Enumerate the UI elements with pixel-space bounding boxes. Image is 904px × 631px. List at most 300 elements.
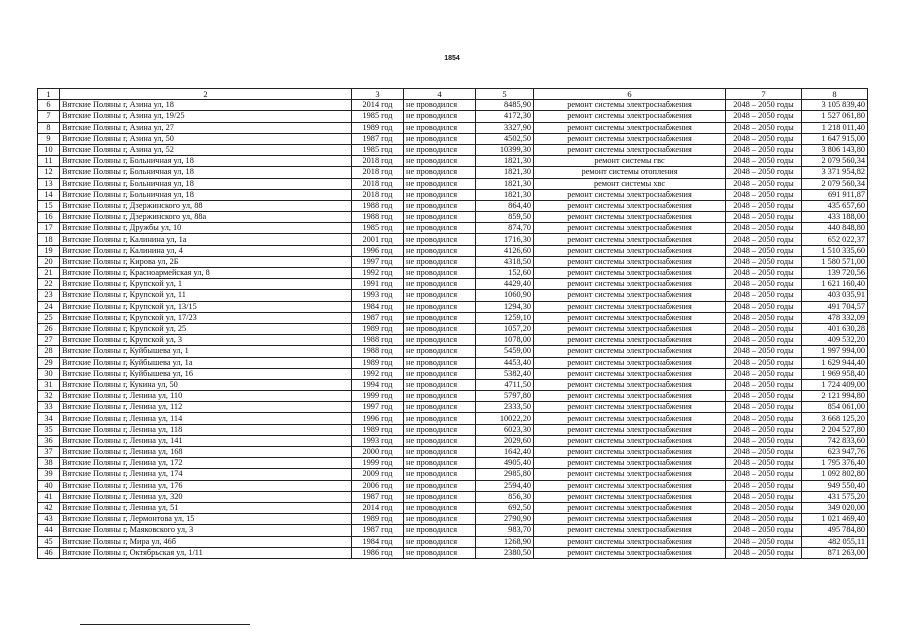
cell-area: 10399,30 — [476, 144, 534, 155]
cell-work-type: ремонт системы хвс — [534, 178, 726, 189]
cell-row-number: 15 — [38, 200, 60, 211]
cell-area: 1821,30 — [476, 167, 534, 178]
table-row — [38, 178, 868, 189]
cell-work-type: ремонт системы электроснабжения — [534, 469, 726, 480]
cell-build-year: 1987 год — [352, 312, 404, 323]
cell-area: 4172,30 — [476, 111, 534, 122]
cell-build-year: 1993 год — [352, 435, 404, 446]
cell-row-number: 30 — [38, 368, 60, 379]
table-row — [38, 200, 868, 211]
cell-area: 6023,30 — [476, 424, 534, 435]
cell-area: 10022,20 — [476, 413, 534, 424]
cell-last-repair: не проводился — [404, 458, 476, 469]
cell-cost: 431 575,20 — [802, 491, 868, 502]
cell-area: 4711,50 — [476, 379, 534, 390]
cell-cost: 403 035,91 — [802, 290, 868, 301]
cell-work-type: ремонт системы электроснабжения — [534, 357, 726, 368]
cell-cost: 482 055,11 — [802, 536, 868, 547]
cell-last-repair: не проводился — [404, 268, 476, 279]
cell-build-year: 1992 год — [352, 368, 404, 379]
table-row — [38, 346, 868, 357]
cell-period: 2048 – 2050 годы — [726, 290, 802, 301]
table-row — [38, 290, 868, 301]
cell-address: Вятские Поляны г, Маяковского ул, 3 — [60, 525, 352, 536]
cell-cost: 949 550,40 — [802, 480, 868, 491]
table-row — [38, 301, 868, 312]
cell-work-type: ремонт системы электроснабжения — [534, 480, 726, 491]
cell-cost: 2 079 560,34 — [802, 178, 868, 189]
cell-row-number: 8 — [38, 122, 60, 133]
cell-work-type: ремонт системы электроснабжения — [534, 268, 726, 279]
cell-work-type: ремонт системы электроснабжения — [534, 279, 726, 290]
table-row — [38, 223, 868, 234]
cell-period: 2048 – 2050 годы — [726, 368, 802, 379]
cell-row-number: 34 — [38, 413, 60, 424]
cell-build-year: 1988 год — [352, 200, 404, 211]
cell-last-repair: не проводился — [404, 290, 476, 301]
cell-build-year: 1988 год — [352, 335, 404, 346]
table-row — [38, 312, 868, 323]
table-row — [38, 502, 868, 513]
cell-last-repair: не проводился — [404, 525, 476, 536]
cell-address: Вятские Поляны г, Дружбы ул, 10 — [60, 223, 352, 234]
cell-address: Вятские Поляны г, Красноармейская ул, 8 — [60, 268, 352, 279]
cell-work-type: ремонт системы электроснабжения — [534, 133, 726, 144]
cell-cost: 1 621 160,40 — [802, 279, 868, 290]
cell-row-number: 10 — [38, 144, 60, 155]
cell-area: 5459,00 — [476, 346, 534, 357]
cell-address: Вятские Поляны г, Больничная ул, 18 — [60, 167, 352, 178]
cell-work-type: ремонт системы электроснабжения — [534, 536, 726, 547]
cell-last-repair: не проводился — [404, 469, 476, 480]
cell-address: Вятские Поляны г, Ленина ул, 320 — [60, 491, 352, 502]
cell-last-repair: не проводился — [404, 536, 476, 547]
table-row — [38, 111, 868, 122]
cell-last-repair: не проводился — [404, 279, 476, 290]
cell-address: Вятские Поляны г, Азина ул, 50 — [60, 133, 352, 144]
cell-period: 2048 – 2050 годы — [726, 379, 802, 390]
cell-period: 2048 – 2050 годы — [726, 547, 802, 558]
cell-address: Вятские Поляны г, Азина ул, 18 — [60, 100, 352, 111]
cell-row-number: 43 — [38, 514, 60, 525]
cell-build-year: 2018 год — [352, 178, 404, 189]
cell-build-year: 2009 год — [352, 469, 404, 480]
cell-period: 2048 – 2050 годы — [726, 212, 802, 223]
cell-period: 2048 – 2050 годы — [726, 525, 802, 536]
cell-address: Вятские Поляны г, Крупской ул, 13/15 — [60, 301, 352, 312]
cell-area: 2790,90 — [476, 514, 534, 525]
cell-build-year: 1984 год — [352, 301, 404, 312]
cell-address: Вятские Поляны г, Мира ул, 46б — [60, 536, 352, 547]
table-row — [38, 424, 868, 435]
cell-build-year: 1996 год — [352, 245, 404, 256]
cell-period: 2048 – 2050 годы — [726, 391, 802, 402]
cell-area: 2985,80 — [476, 469, 534, 480]
cell-last-repair: не проводился — [404, 323, 476, 334]
table-row — [38, 413, 868, 424]
cell-address: Вятские Поляны г, Ленина ул, 110 — [60, 391, 352, 402]
cell-period: 2048 – 2050 годы — [726, 234, 802, 245]
cell-period: 2048 – 2050 годы — [726, 223, 802, 234]
cell-row-number: 28 — [38, 346, 60, 357]
cell-row-number: 16 — [38, 212, 60, 223]
cell-cost: 1 969 958,40 — [802, 368, 868, 379]
cell-last-repair: не проводился — [404, 424, 476, 435]
cell-address: Вятские Поляны г, Крупской ул, 11 — [60, 290, 352, 301]
cell-area: 983,70 — [476, 525, 534, 536]
cell-build-year: 1987 год — [352, 491, 404, 502]
cell-address: Вятские Поляны г, Кукина ул, 50 — [60, 379, 352, 390]
cell-area: 1078,00 — [476, 335, 534, 346]
cell-last-repair: не проводился — [404, 312, 476, 323]
cell-build-year: 1987 год — [352, 133, 404, 144]
table-row — [38, 514, 868, 525]
cell-row-number: 33 — [38, 402, 60, 413]
cell-area: 1294,30 — [476, 301, 534, 312]
cell-address: Вятские Поляны г, Октябрьская ул, 1/11 — [60, 547, 352, 558]
table-row — [38, 402, 868, 413]
cell-last-repair: не проводился — [404, 189, 476, 200]
table-row — [38, 100, 868, 111]
cell-address: Вятские Поляны г, Больничная ул, 18 — [60, 178, 352, 189]
table-row — [38, 256, 868, 267]
cell-row-number: 22 — [38, 279, 60, 290]
cell-build-year: 1994 год — [352, 379, 404, 390]
cell-period: 2048 – 2050 годы — [726, 458, 802, 469]
cell-area: 692,50 — [476, 502, 534, 513]
cell-address: Вятские Поляны г, Дзержинского ул, 88 — [60, 200, 352, 211]
cell-row-number: 6 — [38, 100, 60, 111]
cell-row-number: 31 — [38, 379, 60, 390]
cell-address: Вятские Поляны г, Кирова ул, 2Б — [60, 256, 352, 267]
column-header: 2 — [60, 89, 352, 100]
cell-last-repair: не проводился — [404, 212, 476, 223]
cell-work-type: ремонт системы электроснабжения — [534, 424, 726, 435]
cell-last-repair: не проводился — [404, 100, 476, 111]
cell-last-repair: не проводился — [404, 144, 476, 155]
cell-address: Вятские Поляны г, Крупской ул, 3 — [60, 335, 352, 346]
cell-area: 4453,40 — [476, 357, 534, 368]
cell-work-type: ремонт системы электроснабжения — [534, 502, 726, 513]
cell-last-repair: не проводился — [404, 335, 476, 346]
cell-area: 859,50 — [476, 212, 534, 223]
cell-last-repair: не проводился — [404, 178, 476, 189]
cell-area: 4502,50 — [476, 133, 534, 144]
cell-area: 2333,50 — [476, 402, 534, 413]
cell-cost: 491 704,57 — [802, 301, 868, 312]
cell-work-type: ремонт системы электроснабжения — [534, 402, 726, 413]
cell-build-year: 1989 год — [352, 122, 404, 133]
cell-work-type: ремонт системы электроснабжения — [534, 122, 726, 133]
table-row — [38, 279, 868, 290]
cell-period: 2048 – 2050 годы — [726, 480, 802, 491]
cell-work-type: ремонт системы электроснабжения — [534, 413, 726, 424]
cell-row-number: 23 — [38, 290, 60, 301]
cell-last-repair: не проводился — [404, 122, 476, 133]
cell-cost: 440 848,80 — [802, 223, 868, 234]
cell-address: Вятские Поляны г, Ленина ул, 51 — [60, 502, 352, 513]
cell-build-year: 2001 год — [352, 234, 404, 245]
cell-cost: 742 833,60 — [802, 435, 868, 446]
cell-build-year: 1989 год — [352, 357, 404, 368]
housing-repair-table — [37, 88, 868, 559]
cell-period: 2048 – 2050 годы — [726, 133, 802, 144]
cell-area: 8485,90 — [476, 100, 534, 111]
cell-cost: 1 218 011,40 — [802, 122, 868, 133]
cell-address: Вятские Поляны г, Больничная ул, 18 — [60, 189, 352, 200]
cell-work-type: ремонт системы электроснабжения — [534, 335, 726, 346]
table-row — [38, 268, 868, 279]
cell-period: 2048 – 2050 годы — [726, 100, 802, 111]
table-row — [38, 357, 868, 368]
cell-row-number: 42 — [38, 502, 60, 513]
cell-build-year: 2006 год — [352, 480, 404, 491]
cell-area: 874,70 — [476, 223, 534, 234]
cell-build-year: 1988 год — [352, 346, 404, 357]
cell-cost: 691 911,87 — [802, 189, 868, 200]
cell-address: Вятские Поляны г, Куйбышева ул, 1 — [60, 346, 352, 357]
cell-address: Вятские Поляны г, Дзержинского ул, 88а — [60, 212, 352, 223]
cell-cost: 495 784,80 — [802, 525, 868, 536]
cell-area: 1642,40 — [476, 447, 534, 458]
cell-build-year: 1989 год — [352, 514, 404, 525]
cell-row-number: 20 — [38, 256, 60, 267]
table-row — [38, 234, 868, 245]
cell-work-type: ремонт системы электроснабжения — [534, 301, 726, 312]
cell-cost: 409 532,20 — [802, 335, 868, 346]
cell-address: Вятские Поляны г, Крупской ул, 17/23 — [60, 312, 352, 323]
cell-last-repair: не проводился — [404, 447, 476, 458]
cell-work-type: ремонт системы электроснабжения — [534, 312, 726, 323]
cell-row-number: 19 — [38, 245, 60, 256]
cell-last-repair: не проводился — [404, 223, 476, 234]
cell-last-repair: не проводился — [404, 413, 476, 424]
cell-area: 2029,60 — [476, 435, 534, 446]
table-row — [38, 458, 868, 469]
cell-period: 2048 – 2050 годы — [726, 144, 802, 155]
table-row — [38, 189, 868, 200]
table-row — [38, 323, 868, 334]
cell-last-repair: не проводился — [404, 167, 476, 178]
cell-work-type: ремонт системы электроснабжения — [534, 200, 726, 211]
cell-cost: 1 580 571,00 — [802, 256, 868, 267]
table-row — [38, 144, 868, 155]
table-row — [38, 447, 868, 458]
cell-build-year: 2000 год — [352, 447, 404, 458]
cell-area: 1821,30 — [476, 189, 534, 200]
cell-cost: 652 022,37 — [802, 234, 868, 245]
table-row — [38, 491, 868, 502]
table-row — [38, 536, 868, 547]
cell-last-repair: не проводился — [404, 245, 476, 256]
cell-last-repair: не проводился — [404, 480, 476, 491]
cell-cost: 1 629 944,40 — [802, 357, 868, 368]
cell-build-year: 1987 год — [352, 525, 404, 536]
cell-work-type: ремонт системы электроснабжения — [534, 514, 726, 525]
table-row — [38, 525, 868, 536]
cell-last-repair: не проводился — [404, 234, 476, 245]
cell-period: 2048 – 2050 годы — [726, 335, 802, 346]
cell-last-repair: не проводился — [404, 346, 476, 357]
cell-work-type: ремонт системы электроснабжения — [534, 379, 726, 390]
cell-row-number: 9 — [38, 133, 60, 144]
table-row — [38, 167, 868, 178]
cell-work-type: ремонт системы электроснабжения — [534, 100, 726, 111]
cell-area: 5797,80 — [476, 391, 534, 402]
cell-area: 1057,20 — [476, 323, 534, 334]
cell-address: Вятские Поляны г, Крупской ул, 1 — [60, 279, 352, 290]
cell-address: Вятские Поляны г, Азина ул, 52 — [60, 144, 352, 155]
table-row — [38, 480, 868, 491]
cell-row-number: 44 — [38, 525, 60, 536]
cell-work-type: ремонт системы электроснабжения — [534, 435, 726, 446]
cell-area: 1716,30 — [476, 234, 534, 245]
cell-work-type: ремонт системы электроснабжения — [534, 111, 726, 122]
cell-cost: 2 079 560,34 — [802, 156, 868, 167]
cell-row-number: 13 — [38, 178, 60, 189]
cell-cost: 1 724 409,00 — [802, 379, 868, 390]
cell-row-number: 21 — [38, 268, 60, 279]
table-row — [38, 379, 868, 390]
cell-cost: 401 630,28 — [802, 323, 868, 334]
cell-row-number: 11 — [38, 156, 60, 167]
cell-row-number: 12 — [38, 167, 60, 178]
cell-last-repair: не проводился — [404, 379, 476, 390]
cell-cost: 3 668 125,20 — [802, 413, 868, 424]
cell-address: Вятские Поляны г, Калинина ул, 1а — [60, 234, 352, 245]
cell-address: Вятские Поляны г, Азина ул, 19/25 — [60, 111, 352, 122]
cell-area: 1060,90 — [476, 290, 534, 301]
cell-build-year: 1999 год — [352, 458, 404, 469]
cell-build-year: 1991 год — [352, 279, 404, 290]
cell-row-number: 40 — [38, 480, 60, 491]
cell-cost: 1 647 915,00 — [802, 133, 868, 144]
cell-last-repair: не проводился — [404, 435, 476, 446]
cell-work-type: ремонт системы электроснабжения — [534, 547, 726, 558]
table-row — [38, 133, 868, 144]
cell-build-year: 2018 год — [352, 156, 404, 167]
table-row — [38, 547, 868, 558]
cell-cost: 623 947,76 — [802, 447, 868, 458]
cell-cost: 1 510 335,60 — [802, 245, 868, 256]
cell-address: Вятские Поляны г, Куйбышева ул, 16 — [60, 368, 352, 379]
cell-cost: 478 332,09 — [802, 312, 868, 323]
cell-row-number: 17 — [38, 223, 60, 234]
cell-last-repair: не проводился — [404, 491, 476, 502]
cell-period: 2048 – 2050 годы — [726, 200, 802, 211]
cell-last-repair: не проводился — [404, 357, 476, 368]
cell-cost: 854 061,00 — [802, 402, 868, 413]
cell-period: 2048 – 2050 годы — [726, 268, 802, 279]
cell-cost: 871 263,00 — [802, 547, 868, 558]
cell-last-repair: не проводился — [404, 391, 476, 402]
cell-row-number: 29 — [38, 357, 60, 368]
cell-area: 152,60 — [476, 268, 534, 279]
cell-build-year: 1989 год — [352, 323, 404, 334]
cell-row-number: 14 — [38, 189, 60, 200]
cell-work-type: ремонт системы электроснабжения — [534, 223, 726, 234]
cell-last-repair: не проводился — [404, 301, 476, 312]
cell-work-type: ремонт системы электроснабжения — [534, 256, 726, 267]
cell-work-type: ремонт системы электроснабжения — [534, 391, 726, 402]
cell-row-number: 41 — [38, 491, 60, 502]
cell-period: 2048 – 2050 годы — [726, 111, 802, 122]
cell-row-number: 37 — [38, 447, 60, 458]
cell-cost: 3 371 954,82 — [802, 167, 868, 178]
cell-address: Вятские Поляны г, Больничная ул, 18 — [60, 156, 352, 167]
cell-row-number: 18 — [38, 234, 60, 245]
cell-cost: 2 121 994,80 — [802, 391, 868, 402]
cell-period: 2048 – 2050 годы — [726, 301, 802, 312]
cell-row-number: 35 — [38, 424, 60, 435]
table-row — [38, 368, 868, 379]
cell-last-repair: не проводился — [404, 502, 476, 513]
cell-address: Вятские Поляны г, Ленина ул, 141 — [60, 435, 352, 446]
cell-period: 2048 – 2050 годы — [726, 413, 802, 424]
cell-work-type: ремонт системы электроснабжения — [534, 212, 726, 223]
cell-period: 2048 – 2050 годы — [726, 312, 802, 323]
cell-period: 2048 – 2050 годы — [726, 122, 802, 133]
cell-work-type: ремонт системы электроснабжения — [534, 368, 726, 379]
cell-area: 1268,90 — [476, 536, 534, 547]
cell-work-type: ремонт системы электроснабжения — [534, 491, 726, 502]
cell-row-number: 46 — [38, 547, 60, 558]
cell-build-year: 2018 год — [352, 189, 404, 200]
table-row — [38, 435, 868, 446]
cell-address: Вятские Поляны г, Ленина ул, 114 — [60, 413, 352, 424]
cell-row-number: 38 — [38, 458, 60, 469]
cell-last-repair: не проводился — [404, 368, 476, 379]
cell-work-type: ремонт системы электроснабжения — [534, 189, 726, 200]
cell-last-repair: не проводился — [404, 156, 476, 167]
cell-address: Вятские Поляны г, Ленина ул, 168 — [60, 447, 352, 458]
cell-area: 856,30 — [476, 491, 534, 502]
cell-build-year: 1989 год — [352, 424, 404, 435]
cell-area: 2380,50 — [476, 547, 534, 558]
cell-address: Вятские Поляны г, Азина ул, 27 — [60, 122, 352, 133]
cell-area: 4905,40 — [476, 458, 534, 469]
cell-build-year: 1985 год — [352, 111, 404, 122]
cell-cost: 1 021 469,40 — [802, 514, 868, 525]
column-header: 8 — [802, 89, 868, 100]
cell-last-repair: не проводился — [404, 133, 476, 144]
column-header: 3 — [352, 89, 404, 100]
cell-period: 2048 – 2050 годы — [726, 245, 802, 256]
cell-address: Вятские Поляны г, Ленина ул, 112 — [60, 402, 352, 413]
cell-period: 2048 – 2050 годы — [726, 435, 802, 446]
cell-area: 1821,30 — [476, 178, 534, 189]
cell-area: 3327,90 — [476, 122, 534, 133]
cell-period: 2048 – 2050 годы — [726, 536, 802, 547]
cell-cost: 1 092 802,80 — [802, 469, 868, 480]
cell-work-type: ремонт системы электроснабжения — [534, 144, 726, 155]
cell-period: 2048 – 2050 годы — [726, 514, 802, 525]
table-row — [38, 156, 868, 167]
cell-last-repair: не проводился — [404, 402, 476, 413]
cell-address: Вятские Поляны г, Лермонтова ул, 15 — [60, 514, 352, 525]
cell-build-year: 1988 год — [352, 212, 404, 223]
cell-period: 2048 – 2050 годы — [726, 402, 802, 413]
cell-build-year: 1985 год — [352, 223, 404, 234]
cell-cost: 435 657,60 — [802, 200, 868, 211]
cell-row-number: 24 — [38, 301, 60, 312]
cell-last-repair: не проводился — [404, 547, 476, 558]
cell-work-type: ремонт системы электроснабжения — [534, 323, 726, 334]
cell-address: Вятские Поляны г, Ленина ул, 174 — [60, 469, 352, 480]
column-header: 7 — [726, 89, 802, 100]
table-row — [38, 469, 868, 480]
table-header-row — [38, 89, 868, 100]
